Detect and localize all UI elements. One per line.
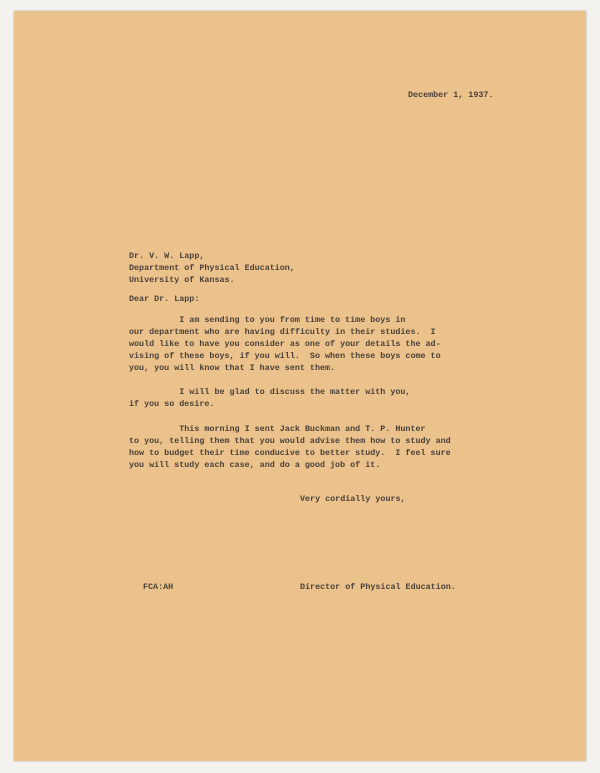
recipient-line: Department of Physical Education,: [129, 263, 295, 273]
paragraph-line: how to budget their time conducive to better study. I feel sure: [129, 448, 451, 458]
paragraph-line: vising of these boys, if you will. So when these boys come to: [129, 351, 441, 361]
paragraph-line: This morning I sent Jack Buckman and T. P. Hunter: [129, 424, 426, 434]
recipient-line: University of Kansas.: [129, 275, 235, 285]
paragraph-line: our department who are having difficulty in their studies. I: [129, 327, 436, 337]
salutation: Dear Dr. Lapp:: [129, 294, 200, 304]
initials: FCA:AH: [143, 582, 174, 592]
closing: Very cordially yours,: [300, 494, 406, 504]
paragraph-line: to you, telling them that you would advise them how to study and: [129, 436, 451, 446]
paragraph-line: you, you will know that I have sent them.: [129, 363, 336, 373]
letter-date: December 1, 1937.: [408, 90, 494, 100]
signature-title: Director of Physical Education.: [300, 582, 456, 592]
paragraph-line: if you so desire.: [129, 399, 215, 409]
paragraph-line: would like to have you consider as one of your details the ad-: [129, 339, 441, 349]
paragraph-line: you will study each case, and do a good job of it.: [129, 460, 381, 470]
paragraph-line: I am sending to you from time to time boys in: [129, 315, 406, 325]
paragraph-line: I will be glad to discuss the matter with you,: [129, 387, 411, 397]
recipient-line: Dr. V. W. Lapp,: [129, 251, 205, 261]
